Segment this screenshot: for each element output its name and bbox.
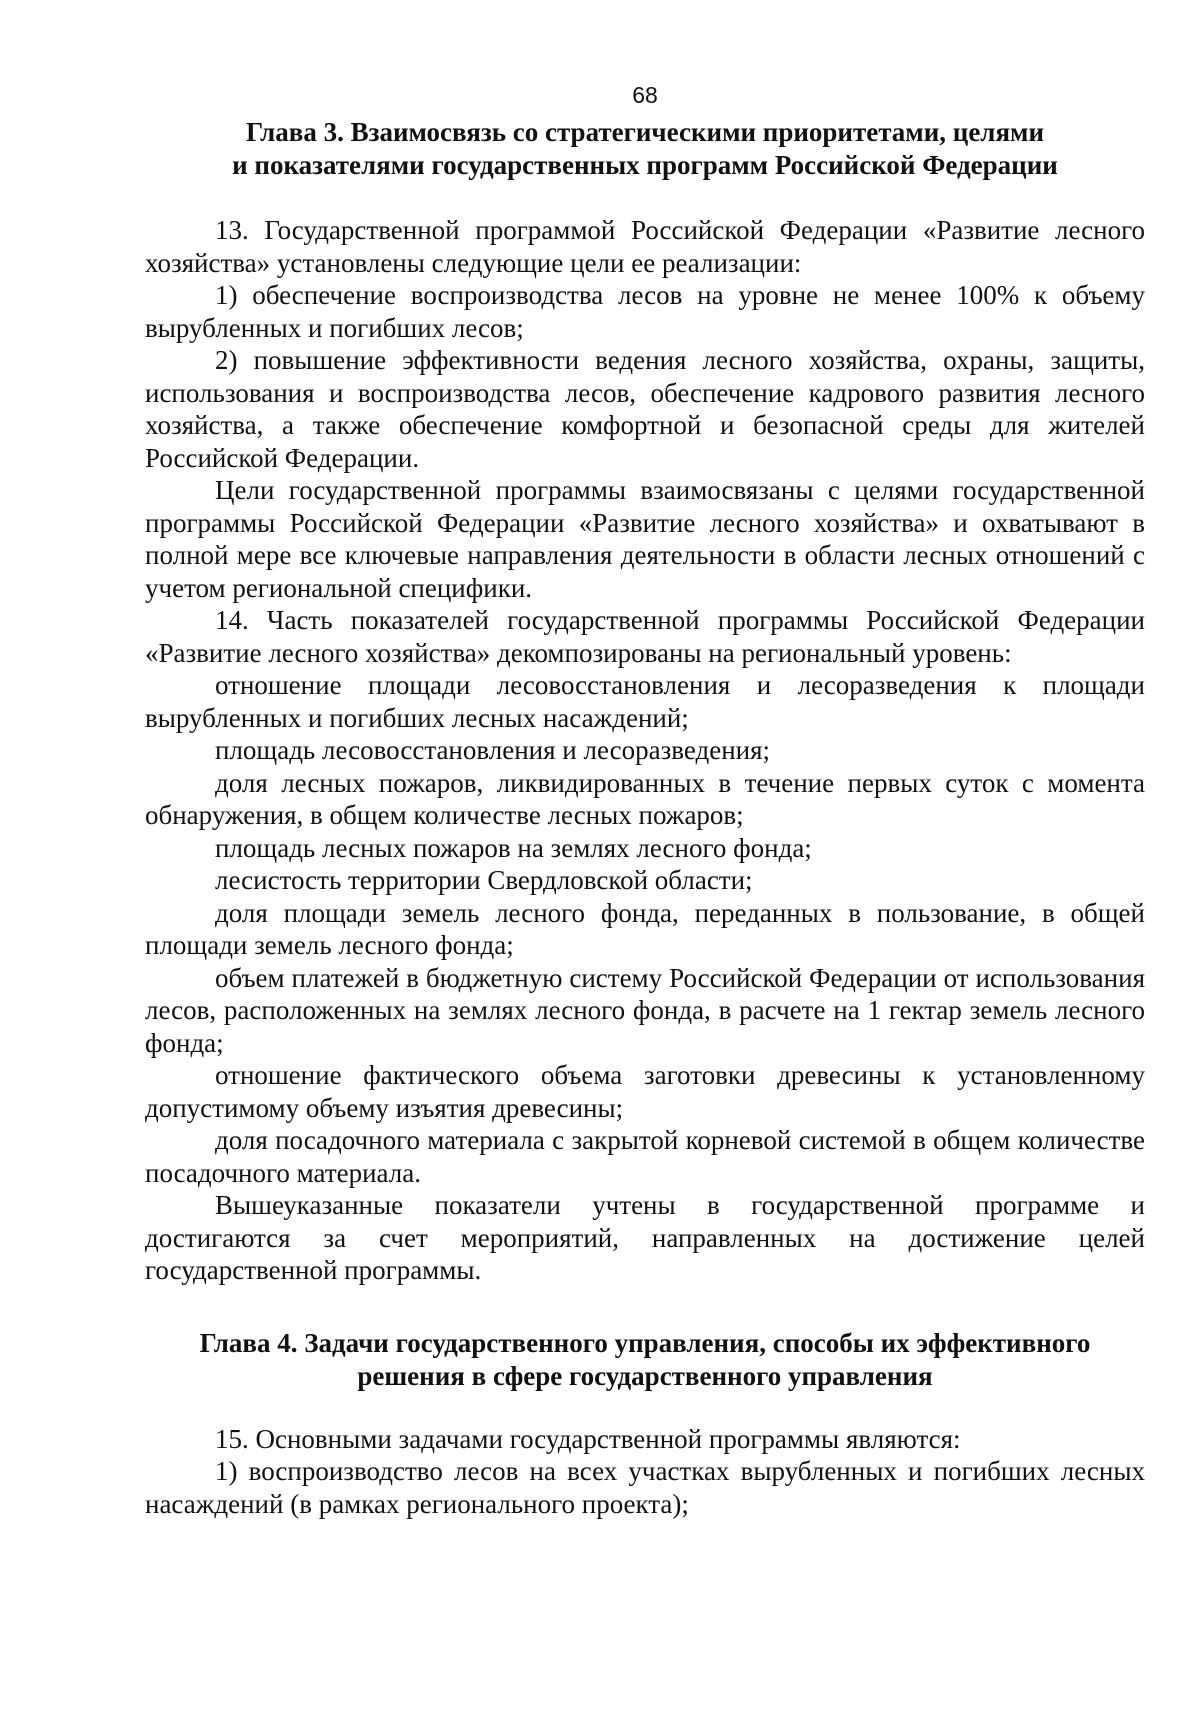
- chapter-3-title-line-2: и показателями государственных программ Российской Федерации: [232, 150, 1058, 180]
- goals-relation-paragraph: Цели государственной программы взаимосвязаны с целями государственной программы Российской Федерации «Развитие лесного хозяйства» и охватывают в полной мере все ключевые направления деятельности в области лесных отношений с учетом региональной специфики.: [145, 475, 1145, 603]
- chapter-4-title-line-1: Глава 4. Задачи государственного управления, способы их эффективного: [199, 1327, 1091, 1358]
- indicator-item: доля площади земель лесного фонда, переданных в пользование, в общей площади земель лесного фонда;: [145, 897, 1145, 960]
- chapter-4-title: [145, 1327, 1145, 1393]
- task-1: 1) воспроизводство лесов на всех участках вырубленных и погибших лесных насаждений (в рамках регионального проекта);: [145, 1456, 1145, 1519]
- goal-1: 1) обеспечение воспроизводства лесов на уровне не менее 100% к объему вырубленных и погибших лесов;: [145, 280, 1145, 343]
- goal-2: 2) повышение эффективности ведения лесного хозяйства, охраны, защиты, использования и воспроизводства лесов, обеспечение кадрового развития лесного хозяйства, а также обеспечение комфортной и безопасной среды для жителей Российской Федерации.: [145, 345, 1145, 473]
- indicators-summary-paragraph: Вышеуказанные показатели учтены в государственной программе и достигаются за счет мероприятий, направленных на достижение целей государственной программы.: [145, 1190, 1145, 1285]
- paragraph-14: 14. Часть показателей государственной программы Российской Федерации «Развитие лесного хозяйства» декомпозированы на региональный уровень:: [145, 605, 1145, 668]
- indicator-item: доля лесных пожаров, ликвидированных в течение первых суток с момента обнаружения, в общем количестве лесных пожаров;: [145, 767, 1145, 830]
- indicator-item: доля посадочного материала с закрытой корневой системой в общем количестве посадочного материала.: [145, 1125, 1145, 1188]
- chapter-3-title-line-1: Глава 3. Взаимосвязь со стратегическими приоритетами, целями: [245, 117, 1045, 147]
- paragraph-15: 15. Основными задачами государственной программы являются:: [215, 1423, 961, 1454]
- indicator-item: площадь лесных пожаров на землях лесного фонда;: [215, 832, 812, 863]
- indicator-item: отношение фактического объема заготовки древесины к установленному допустимому объему изъятия древесины;: [145, 1060, 1145, 1123]
- chapter-3-body: [145, 214, 1145, 1287]
- chapter-4-body: [145, 1423, 1145, 1521]
- document-page: [145, 80, 1145, 1520]
- indicator-item: площадь лесовосстановления и лесоразведения;: [215, 735, 771, 765]
- indicator-item: объем платежей в бюджетную систему Российской Федерации от использования лесов, расположенных на землях лесного фонда, в расчете на 1 гектар земель лесного фонда;: [145, 962, 1145, 1058]
- chapter-3-title: [145, 116, 1145, 182]
- paragraph-13: 13. Государственной программой Российской Федерации «Развитие лесного хозяйства» установлены следующие цели ее реализации:: [145, 215, 1145, 278]
- chapter-4-title-line-2: решения в сфере государственного управления: [357, 1360, 933, 1391]
- page-number: 68: [632, 82, 658, 108]
- indicator-item: лесистость территории Свердловской области;: [215, 865, 753, 895]
- indicator-item: отношение площади лесовосстановления и лесоразведения к площади вырубленных и погибших лесных насаждений;: [145, 670, 1145, 733]
